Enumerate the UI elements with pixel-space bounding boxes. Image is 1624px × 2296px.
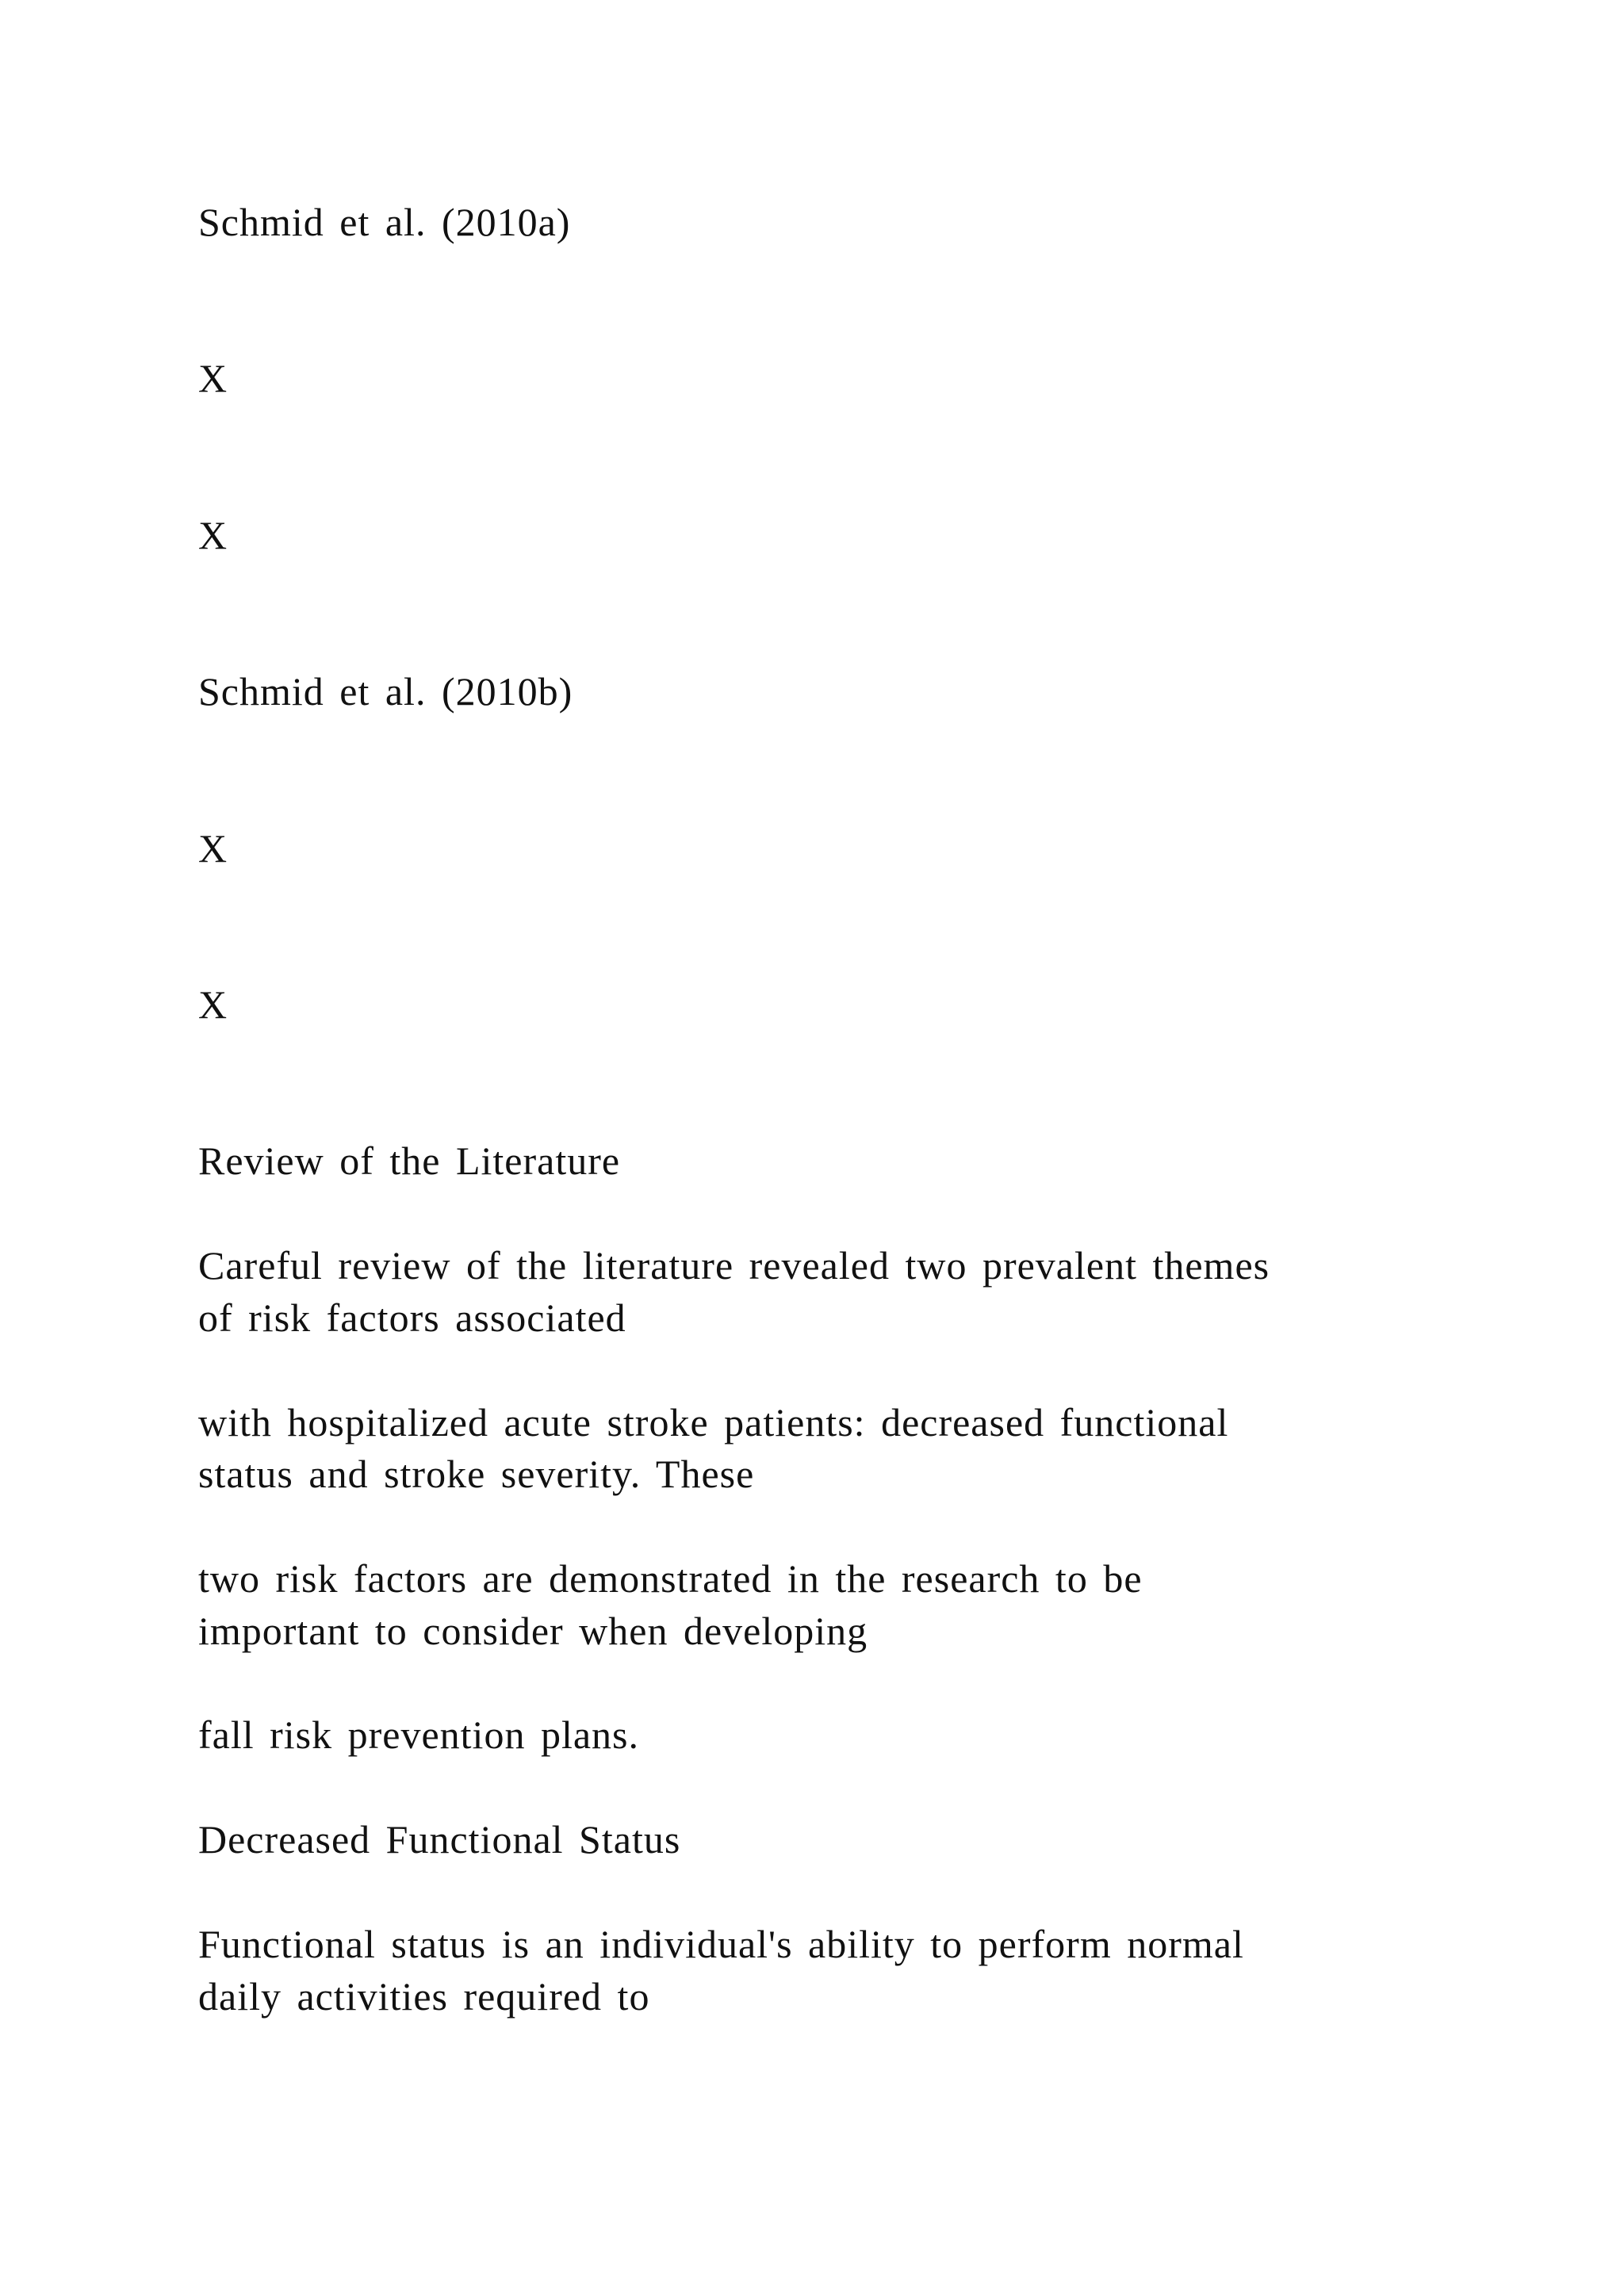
- citation-schmid-2010a: Schmid et al. (2010a): [198, 200, 571, 244]
- marker-x: X: [198, 826, 228, 871]
- citation-schmid-2010b: Schmid et al. (2010b): [198, 669, 573, 714]
- paragraph-line: fall risk prevention plans.: [198, 1712, 639, 1757]
- marker-x: X: [198, 513, 228, 557]
- paragraph-line: daily activities required to: [198, 1974, 650, 2019]
- paragraph-line: status and stroke severity. These: [198, 1452, 755, 1496]
- paragraph-line: Functional status is an individual's ability to perform normal: [198, 1922, 1244, 1966]
- paragraph-line: two risk factors are demonstrated in the research to be: [198, 1556, 1143, 1601]
- marker-x: X: [198, 982, 228, 1027]
- paragraph-line: important to consider when developing: [198, 1609, 868, 1653]
- paragraph-line: Careful review of the literature revealed two prevalent themes: [198, 1243, 1270, 1288]
- paragraph-line: with hospitalized acute stroke patients: decreased functional: [198, 1400, 1229, 1445]
- paragraph-line: of risk factors associated: [198, 1295, 626, 1340]
- section-heading-functional-status: Decreased Functional Status: [198, 1817, 681, 1862]
- marker-x: X: [198, 356, 228, 400]
- section-heading-review: Review of the Literature: [198, 1138, 621, 1183]
